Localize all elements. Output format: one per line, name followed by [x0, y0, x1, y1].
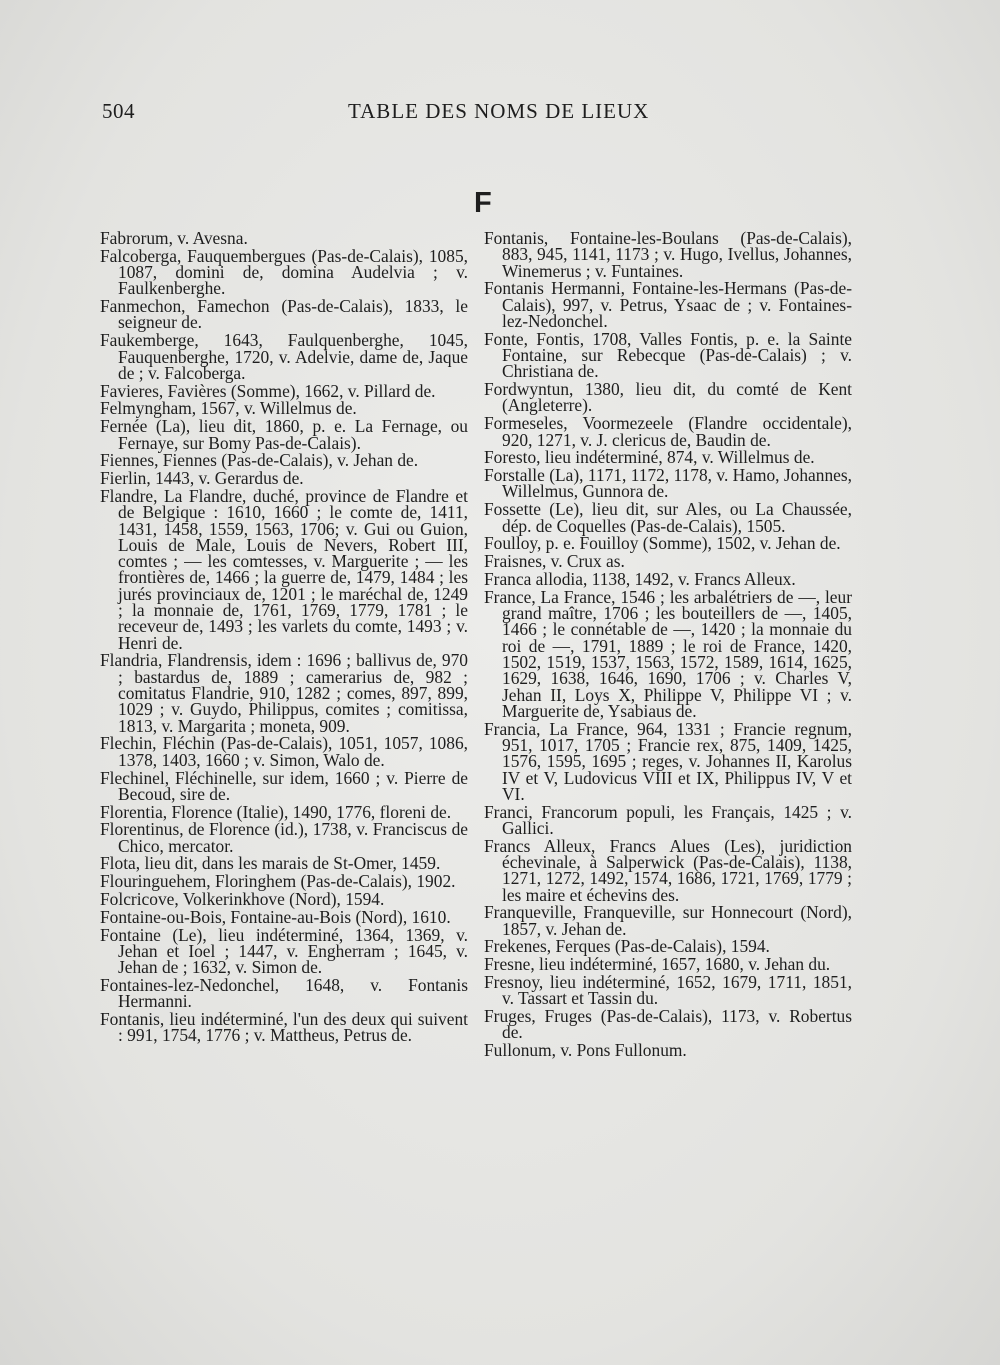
index-entry: Fierlin, 1443, v. Gerardus de.	[100, 468, 304, 489]
index-entry: Flandre, La Flandre, duché, province de Flandre et de Belgique : 1610, 1660 ; le comte de, 1411, 1431, 1458, 1559, 1563, 1706; v. Gui ou Guion, Louis de Male, Louis de Nevers, Robert III, comtes ; — les comtesses, v. Marguerite ; — les frontières de, 1466 ; la guerre de, 1479, 1484 ; les jurés provinciaux de, 1201 ; le maréchal de, 1249 ; la monnaie de, 1761, 1769, 1779, 1781 ; le receveur de, 1493 ; les varlets du comte, 1493 ; v. Henri de.	[100, 485, 468, 653]
index-entry: Franci, Francorum populi, les Français, 1425 ; v. Gallici.	[484, 801, 852, 838]
page-number: 504	[102, 99, 135, 123]
index-entry: Fontaine-ou-Bois, Fontaine-au-Bois (Nord), 1610.	[100, 906, 451, 927]
index-entry: Foresto, lieu indéterminé, 874, v. Willelmus de.	[484, 447, 815, 468]
index-entry: Franqueville, Franqueville, sur Honnecourt (Nord), 1857, v. Jehan de.	[484, 902, 852, 939]
index-entry: Fontaine (Le), lieu indéterminé, 1364, 1369, v. Jehan et Ioel ; 1447, v. Engherram ; 1645, v. Jehan de ; 1632, v. Simon de.	[100, 924, 468, 978]
index-entry: Felmyngham, 1567, v. Willelmus de.	[100, 398, 357, 419]
index-entry: Fullonum, v. Pons Fullonum.	[484, 1040, 687, 1061]
index-entry: Foulloy, p. e. Fouilloy (Somme), 1502, v. Jehan de.	[484, 533, 841, 554]
index-entry: Flandria, Flandrensis, idem : 1696 ; ballivus de, 970 ; bastardus de, 1889 ; camerarius de, 982 ; comitatus Flandrie, 910, 1282 ; comes, 897, 899, 1029 ; v. Guydo, Philippus, comites ; comitissa, 1813, v. Margarita ; moneta, 909.	[100, 650, 468, 736]
index-entry: Fontaines-lez-Nedonchel, 1648, v. Fontanis Hermanni.	[100, 975, 468, 1012]
index-entry: Francs Alleux, Francs Alues (Les), juridiction échevinale, à Salperwick (Pas-de-Calais), 1138, 1271, 1272, 1492, 1574, 1686, 1721, 1769, 1779 ; les maire et échevins des.	[484, 835, 852, 905]
index-entry: Flechin, Fléchin (Pas-de-Calais), 1051, 1057, 1086, 1378, 1403, 1660 ; v. Simon, Walo de.	[100, 733, 468, 770]
index-entry: Fraisnes, v. Crux as.	[484, 551, 625, 572]
index-entry: Fonte, Fontis, 1708, Valles Fontis, p. e. la Sainte Fontaine, sur Rebecque (Pas-de-Calais) ; v. Christiana de.	[484, 328, 852, 382]
index-entry: Fabrorum, v. Avesna.	[100, 228, 248, 248]
index-entry: France, La France, 1546 ; les arbalétriers de —, leur grand maître, 1706 ; les bouteillers de —, 1405, 1466 ; le connétable de —, 1420 ; la monnaie du roi de —, 1791, 1889 ; le roi de France, 1420, 1502, 1519, 1537, 1563, 1572, 1589, 1614, 1625, 1629, 1638, 1646, 1690, 1706 ; v. Charles V, Jehan II, Loys X, Philippe V, Philippe VI ; v. Marguerite de, Ysabiaus de.	[484, 586, 852, 721]
index-entry: Forstalle (La), 1171, 1172, 1178, v. Hamo, Johannes, Willelmus, Gunnora de.	[484, 465, 852, 502]
index-entry: Francia, La France, 964, 1331 ; Francie regnum, 951, 1017, 1705 ; Francie rex, 875, 1409, 1425, 1576, 1595, 1695 ; reges, v. Johannes II, Karolus IV et V, Ludovicus VIII et IX, Philippus IV, V et VI.	[484, 718, 852, 804]
index-entry: Fontanis, lieu indéterminé, l'un des deux qui suivent : 991, 1754, 1776 ; v. Mattheus, Petrus de.	[100, 1009, 468, 1046]
index-entry: Florentia, Florence (Italie), 1490, 1776, floreni de.	[100, 801, 452, 822]
index-entry: Falcoberga, Fauquembergues (Pas-de-Calais), 1085, 1087, domini de, domina Audelvia ; v. Faulkenberghe.	[100, 245, 468, 299]
index-entry: Folcricove, Volkerinkhove (Nord), 1594.	[100, 889, 385, 910]
index-entry: Flouringuehem, Floringhem (Pas-de-Calais), 1902.	[100, 871, 456, 892]
index-entry: Fernée (La), lieu dit, 1860, p. e. La Fernage, ou Fernaye, sur Bomy Pas-de-Calais).	[100, 416, 468, 453]
index-entry: Fruges, Fruges (Pas-de-Calais), 1173, v. Robertus de.	[484, 1006, 852, 1043]
right-column	[484, 230, 852, 1060]
index-entry: Fontanis Hermanni, Fontaine-les-Hermans (Pas-de-Calais), 997, v. Petrus, Ysaac de ; v. Fontaines-lez-Nedonchel.	[484, 278, 852, 331]
index-entry: Fontanis, Fontaine-les-Boulans (Pas-de-Calais), 883, 945, 1141, 1173 ; v. Hugo, Ivellus, Johannes, Winemerus ; v. Funtaines.	[484, 228, 852, 281]
index-entry: Fresne, lieu indéterminé, 1657, 1680, v. Jehan du.	[484, 954, 831, 975]
index-entry: Fiennes, Fiennes (Pas-de-Calais), v. Jehan de.	[100, 450, 419, 471]
index-entry: Fossette (Le), lieu dit, sur Ales, ou La Chaussée, dép. de Coquelles (Pas-de-Calais), 1505.	[484, 499, 852, 536]
index-entry: Florentinus, de Florence (id.), 1738, v. Franciscus de Chico, mercator.	[100, 819, 468, 856]
index-entry: Fanmechon, Famechon (Pas-de-Calais), 1833, le seigneur de.	[100, 296, 468, 333]
index-entry: Faukemberge, 1643, Faulquenberghe, 1045, Fauquenberghe, 1720, v. Adelvie, dame de, Jaque de ; v. Falcoberga.	[100, 330, 468, 383]
index-entry: Frekenes, Ferques (Pas-de-Calais), 1594.	[484, 936, 770, 957]
section-letter-heading: F	[474, 187, 492, 219]
index-entry: Franca allodia, 1138, 1492, v. Francs Alleux.	[484, 568, 796, 589]
index-entry: Fresnoy, lieu indéterminé, 1652, 1679, 1711, 1851, v. Tassart et Tassin du.	[484, 972, 852, 1009]
index-entry: Formeseles, Voormezeele (Flandre occidentale), 920, 1271, v. J. clericus de, Baudin de.	[484, 413, 852, 450]
running-title: TABLE DES NOMS DE LIEUX	[348, 99, 650, 123]
index-entry: Fordwyntun, 1380, lieu dit, du comté de Kent (Angleterre).	[484, 379, 852, 416]
index-entry: Flechinel, Fléchinelle, sur idem, 1660 ; v. Pierre de Becoud, sire de.	[100, 767, 468, 804]
index-entry: Flota, lieu dit, dans les marais de St-Omer, 1459.	[100, 853, 441, 874]
left-column	[100, 230, 468, 1045]
index-entry: Favieres, Favières (Somme), 1662, v. Pillard de.	[100, 380, 436, 401]
